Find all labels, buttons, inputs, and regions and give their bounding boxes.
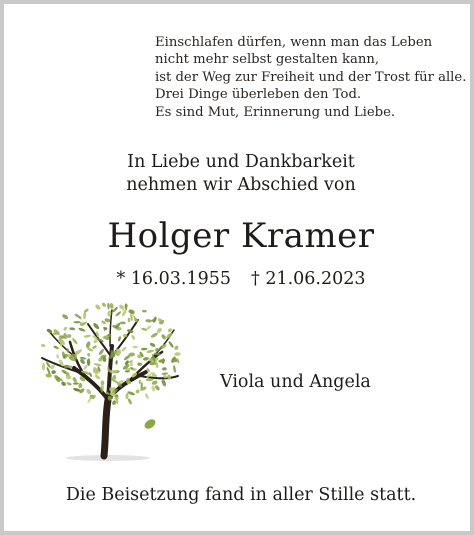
- leaf: [161, 333, 167, 340]
- leaf: [144, 393, 149, 400]
- leaf: [161, 379, 167, 387]
- leaf: [120, 321, 126, 324]
- leaf: [149, 342, 156, 348]
- leaf: [127, 398, 132, 405]
- leaf: [71, 337, 78, 344]
- leaf: [143, 357, 149, 361]
- leaf: [98, 348, 105, 356]
- leaf: [128, 318, 131, 323]
- leaf: [167, 374, 171, 379]
- leaf: [83, 364, 88, 370]
- leaf: [135, 389, 140, 394]
- leaf: [155, 348, 160, 353]
- poem-line: Drei Dinge überleben den Tod.: [155, 87, 362, 103]
- mourners: Viola und Angela: [220, 372, 371, 392]
- tree-illustration: [30, 296, 190, 466]
- death-date: † 21.06.2023: [251, 269, 366, 289]
- leaf: [85, 341, 91, 349]
- leaf: [78, 327, 86, 332]
- leaf: [109, 303, 114, 309]
- leaf: [174, 345, 179, 351]
- leaf: [74, 313, 81, 319]
- tree-icon: [30, 296, 190, 470]
- leaf: [69, 327, 75, 331]
- leaf: [174, 352, 181, 356]
- leaf: [86, 388, 93, 395]
- leaf: [94, 374, 101, 380]
- leaf: [139, 380, 142, 384]
- leaf: [87, 358, 90, 366]
- leaf: [150, 332, 159, 339]
- intro-line-2: nehmen wir Abschied von: [126, 175, 356, 195]
- deceased-name: Holger Kramer: [107, 216, 375, 256]
- leaf: [56, 354, 59, 359]
- leaf: [51, 370, 56, 375]
- leaf: [151, 385, 156, 392]
- leaf: [53, 345, 59, 350]
- poem-line: Einschlafen dürfen, wenn man das Leben: [155, 35, 433, 50]
- leaf: [63, 326, 68, 331]
- leaf: [61, 313, 69, 320]
- leaf: [121, 346, 128, 352]
- leaf: [92, 322, 100, 330]
- leaf: [123, 354, 131, 361]
- leaf: [162, 367, 167, 371]
- leaf: [145, 319, 152, 323]
- leaf: [125, 393, 128, 400]
- leaf: [173, 365, 177, 373]
- leaf: [92, 345, 98, 350]
- leaf: [83, 312, 86, 320]
- falling-leaf: [143, 417, 157, 430]
- leaf: [41, 344, 46, 348]
- leaf: [42, 363, 45, 371]
- leaf: [66, 334, 72, 339]
- leaf: [115, 360, 118, 365]
- leaf: [115, 311, 122, 317]
- leaf: [141, 348, 148, 351]
- leaf: [161, 372, 168, 375]
- leaf: [83, 334, 91, 338]
- leaf: [60, 381, 66, 387]
- leaf: [94, 304, 101, 311]
- leaf: [87, 353, 90, 357]
- poem-line: Es sind Mut, Erinnerung und Liebe.: [155, 104, 396, 120]
- poem-line: ist der Weg zur Freiheit und der Trost für alle.: [155, 69, 467, 85]
- leaf: [101, 302, 107, 308]
- poem-line: nicht mehr selbst gestalten kann,: [155, 52, 380, 68]
- leaf: [73, 382, 79, 385]
- leaf: [117, 336, 121, 342]
- life-dates: [4, 267, 474, 291]
- leaf: [168, 341, 175, 349]
- leaf: [73, 321, 80, 323]
- leaf: [154, 384, 160, 391]
- closing-note: Die Beisetzung fand in aller Stille statt.: [65, 485, 417, 505]
- birth-date: * 16.03.1955: [116, 269, 231, 289]
- leaf: [146, 349, 154, 353]
- intro-line-1: In Liebe und Dankbarkeit: [127, 152, 355, 172]
- leaf: [45, 373, 52, 377]
- leaf: [133, 346, 138, 349]
- leaf: [66, 381, 72, 386]
- leaf: [46, 328, 53, 334]
- farewell-intro: [4, 151, 474, 197]
- poem: [155, 34, 466, 121]
- leaf: [107, 303, 110, 310]
- leaf: [94, 363, 102, 367]
- leaf: [131, 334, 136, 340]
- leaf: [137, 363, 142, 366]
- leaf: [142, 310, 147, 313]
- leaf: [141, 327, 148, 331]
